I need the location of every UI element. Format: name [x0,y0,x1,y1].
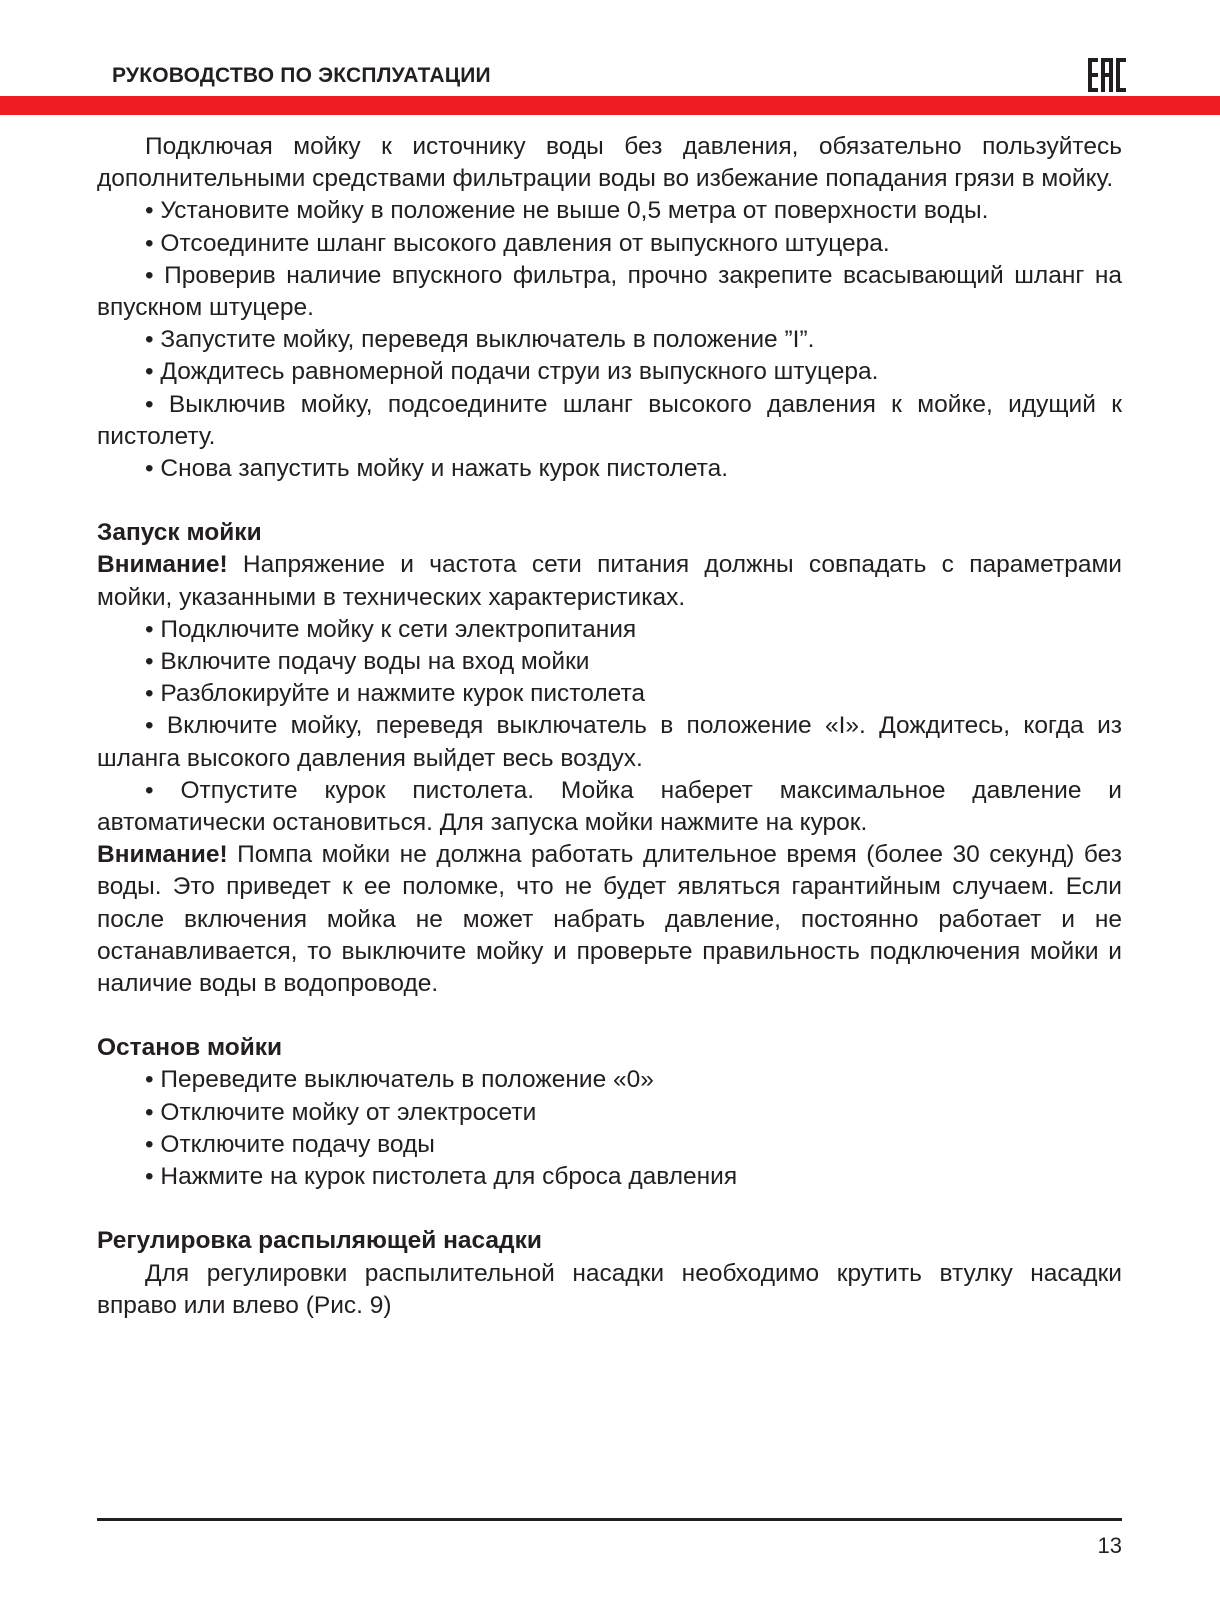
nozzle-paragraph: Для регулировки распылительной насадки необходимо крутить втулку насадки вправо или влево (Рис. 9) [97,1259,1122,1319]
document-header-title: РУКОВОДСТВО ПО ЭКСПЛУАТАЦИИ [112,64,491,87]
list-item: • Разблокируйте и нажмите курок пистолета [145,680,646,708]
nozzle-section-heading: Регулировка распыляющей насадки [97,1227,542,1255]
list-item: • Дождитесь равномерной подачи струи из выпускного штуцера. [145,358,879,386]
water-intro-paragraph: Подключая мойку к источнику воды без давления, обязательно пользуйтесь дополнительными средствами фильтрации воды во избежание попадания грязи в мойку. [97,133,1122,193]
start-section-heading: Запуск мойки [97,519,262,547]
start-warning-paragraph [97,549,1122,613]
pump-warning-paragraph [97,839,1122,1000]
list-item: • Нажмите на курок пистолета для сброса давления [145,1163,738,1191]
warning-text: Помпа мойки не должна работать длительное время (более 30 секунд) без воды. Это приведет к ее поломке, что не будет являться гарантийным случаем. Если после включения мойка не может набрать давление, постоянно работает и не останавливается, то выключите мойку и проверьте правильность подключения мойки и наличие воды в водопроводе. [97,841,1122,998]
page-number: 13 [1097,1533,1122,1558]
warning-label: Внимание! [97,841,228,869]
list-item: • Отсоедините шланг высокого давления от выпускного штуцера. [145,229,890,257]
list-item: • Отпустите курок пистолета. Мойка наберет максимальное давление и автоматически остановиться. Для запуска мойки нажмите на курок. [97,776,1122,837]
list-item: • Переведите выключатель в положение «0» [145,1066,654,1094]
warning-label: Внимание! [97,551,228,579]
footer-divider [97,1518,1122,1521]
list-item: • Включите мойку, переведя выключатель в положение «I». Дождитесь, когда из шланга высокого давления выйдет весь воздух. [97,712,1122,772]
list-item: • Отключите подачу воды [145,1130,435,1158]
section-spacer [97,1193,1122,1225]
list-item: • Снова запустить мойку и нажать курок пистолета. [145,455,729,483]
warning-text: Напряжение и частота сети питания должны совпадать с параметрами мойки, указанными в технических характеристиках. [97,551,1122,611]
eac-mark-icon [1088,58,1126,92]
list-item: • Включите подачу воды на вход мойки [145,648,590,676]
list-item: • Отключите мойку от электросети [145,1098,537,1126]
list-item: • Проверив наличие впускного фильтра, прочно закрепите всасывающий шланг на впускном штуцере. [97,261,1122,322]
list-item: • Выключив мойку, подсоедините шланг высокого давления к мойке, идущий к пистолету. [97,390,1122,450]
list-item: • Установите мойку в положение не выше 0,5 метра от поверхности воды. [145,197,989,225]
header-red-bar [0,96,1220,115]
stop-section-heading: Останов мойки [97,1034,283,1062]
section-spacer [97,485,1122,517]
list-item: • Запустите мойку, переведя выключатель в положение ”I”. [145,326,815,354]
section-spacer [97,1000,1122,1032]
list-item: • Подключите мойку к сети электропитания [145,615,637,643]
document-body [97,131,1122,1322]
